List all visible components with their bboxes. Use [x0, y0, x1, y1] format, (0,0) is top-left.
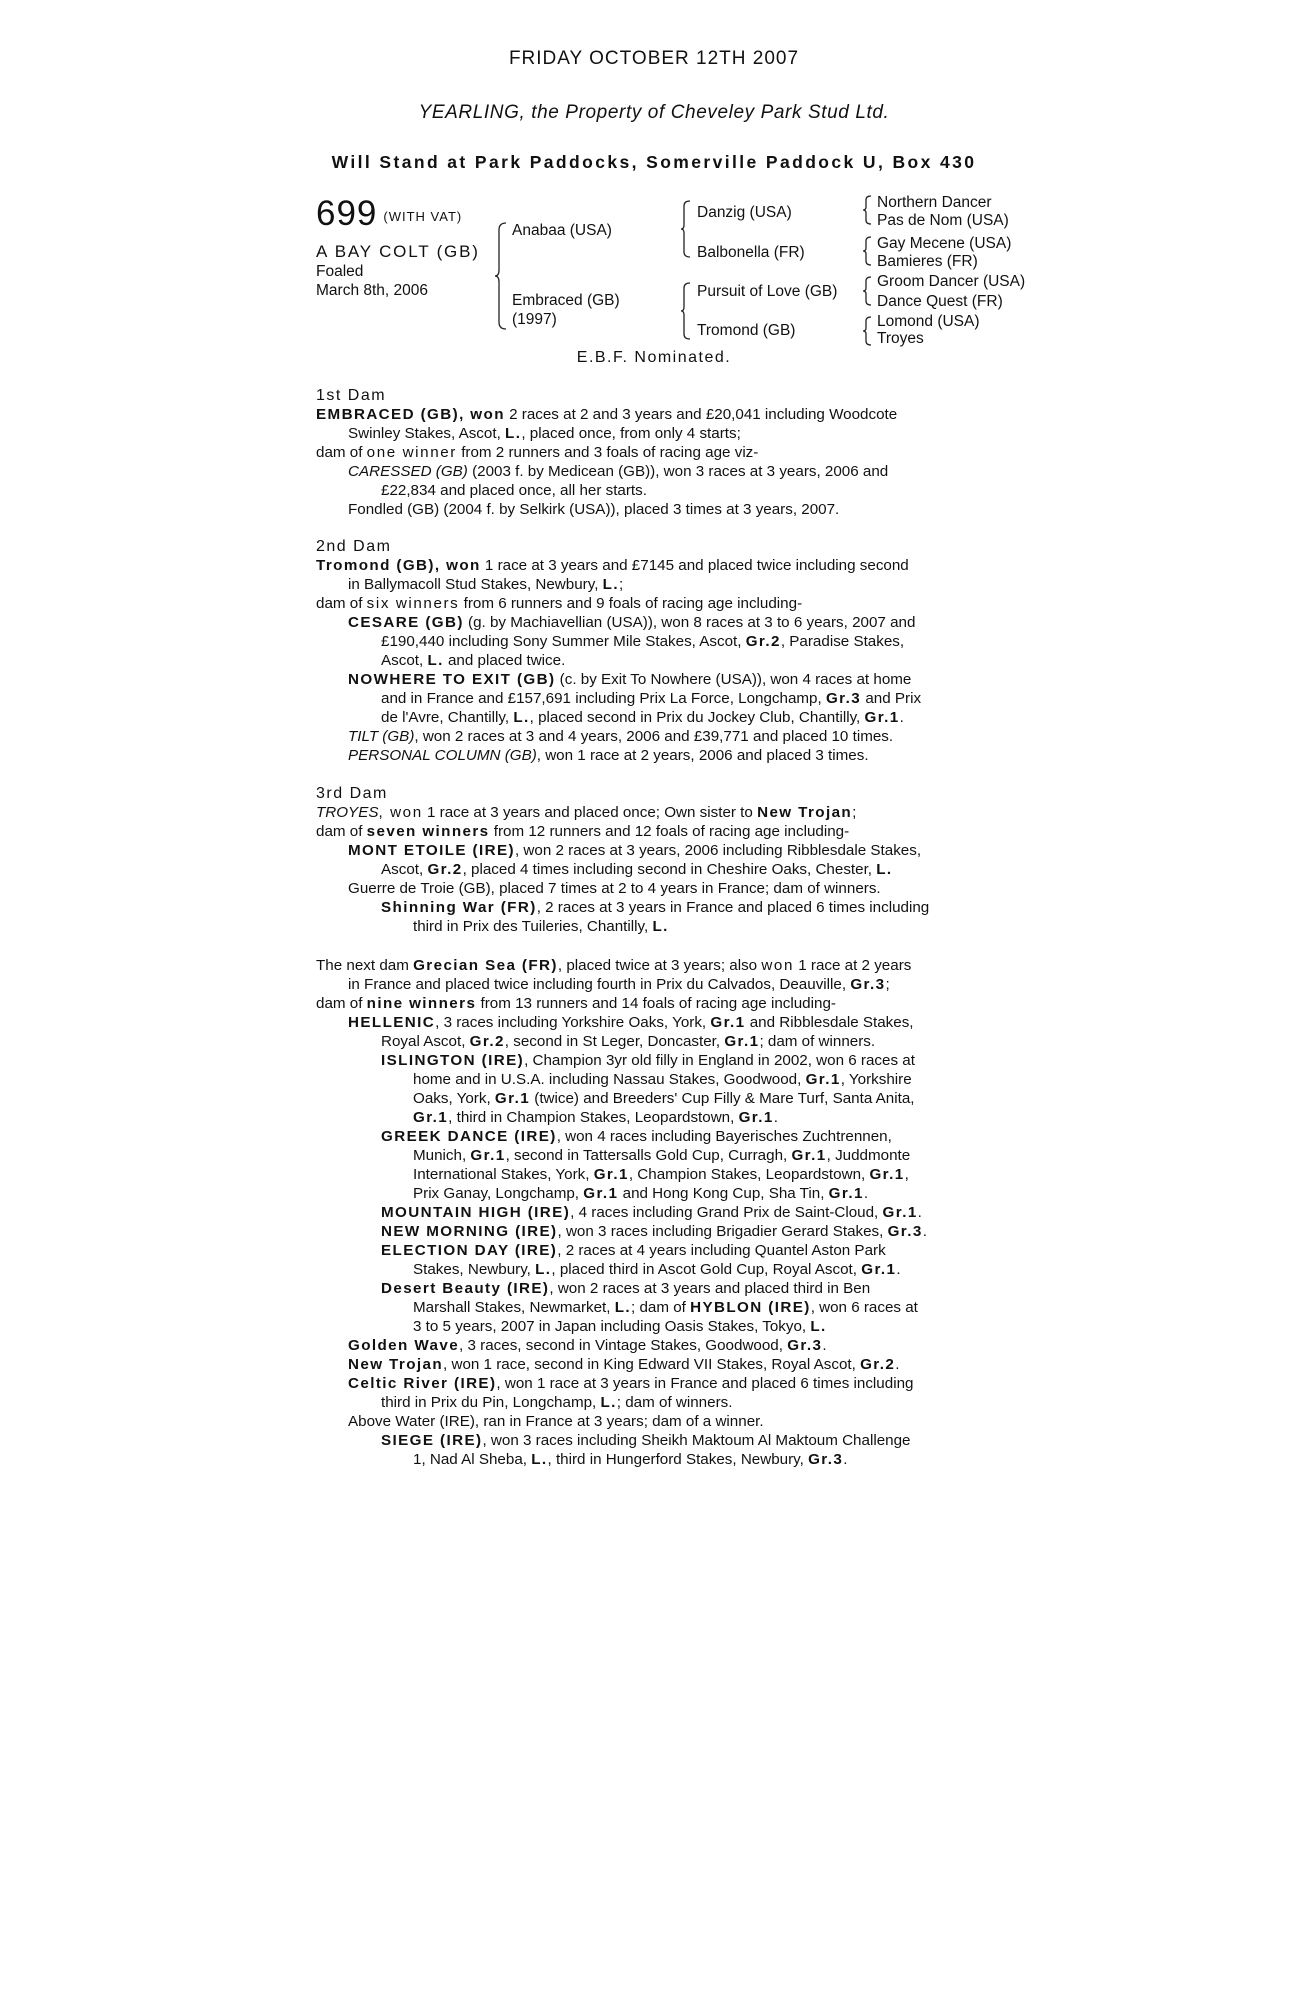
pedigree-g7: Lomond (USA) — [877, 313, 980, 330]
lot-number: 699 — [316, 194, 378, 233]
third-dam-line: third in Prix des Tuileries, Chantilly, L. — [413, 918, 669, 935]
third-dam-heading: 3rd Dam — [316, 785, 388, 802]
pedigree-dam: Embraced (GB) — [512, 292, 620, 309]
pedigree-bracket-g4 — [862, 316, 872, 346]
third-dam-line: Shinning War (FR), 2 races at 3 years in France and placed 6 times including — [381, 899, 930, 916]
next-dam-line: SIEGE (IRE), won 3 races including Sheikh Maktoum Al Maktoum Challenge — [381, 1432, 911, 1449]
stand-location: Will Stand at Park Paddocks, Somerville Paddock U, Box 430 — [331, 152, 977, 172]
next-dam-line: in France and placed twice including fourth in Prix du Calvados, Deauville, Gr.3; — [348, 976, 890, 993]
second-dam-line: NOWHERE TO EXIT (GB) (c. by Exit To Nowhere (USA)), won 4 races at home — [348, 671, 912, 688]
next-dam-line: 3 to 5 years, 2007 in Japan including Oasis Stakes, Tokyo, L. — [413, 1318, 827, 1335]
second-dam-line: dam of six winners from 6 runners and 9 foals of racing age including- — [316, 595, 803, 612]
next-dam-line: ELECTION DAY (IRE), 2 races at 4 years including Quantel Aston Park — [381, 1242, 886, 1259]
second-dam-line: Tromond (GB), won 1 race at 3 years and £7145 and placed twice including second — [316, 557, 909, 574]
next-dam-line: Munich, Gr.1, second in Tattersalls Gold Cup, Curragh, Gr.1, Juddmonte — [413, 1147, 911, 1164]
pedigree-g5: Groom Dancer (USA) — [877, 273, 1026, 290]
next-dam-line: Oaks, York, Gr.1 (twice) and Breeders' Cup Filly & Mare Turf, Santa Anita, — [413, 1090, 915, 1107]
first-dam-line: Swinley Stakes, Ascot, L., placed once, from only 4 starts; — [348, 425, 741, 442]
next-dam-line: Stakes, Newbury, L., placed third in Ascot Gold Cup, Royal Ascot, Gr.1. — [413, 1261, 901, 1278]
third-dam-line: dam of seven winners from 12 runners and 12 foals of racing age including- — [316, 823, 850, 840]
pedigree-g4: Bamieres (FR) — [877, 253, 978, 270]
second-dam-line: TILT (GB), won 2 races at 3 and 4 years, 2006 and £39,771 and placed 10 times. — [348, 728, 894, 745]
second-dam-line: £190,440 including Sony Summer Mile Stakes, Ascot, Gr.2, Paradise Stakes, — [381, 633, 905, 650]
pedigree-g2: Pas de Nom (USA) — [877, 212, 1009, 229]
second-dam-line: CESARE (GB) (g. by Machiavellian (USA)), won 8 races at 3 to 6 years, 2007 and — [348, 614, 916, 631]
next-dam-line: MOUNTAIN HIGH (IRE), 4 races including Grand Prix de Saint-Cloud, Gr.1. — [381, 1204, 922, 1221]
next-dam-line: Marshall Stakes, Newmarket, L.; dam of HYBLON (IRE), won 6 races at — [413, 1299, 918, 1316]
second-dam-line: Ascot, L. and placed twice. — [381, 652, 566, 669]
next-dam-line: The next dam Grecian Sea (FR), placed twice at 3 years; also won 1 race at 2 years — [316, 957, 912, 974]
pedigree-bracket-dam — [680, 282, 692, 340]
third-dam-line: TROYES, won 1 race at 3 years and placed once; Own sister to New Trojan; — [316, 804, 857, 821]
foaled-date: March 8th, 2006 — [316, 282, 429, 299]
pedigree-g3: Gay Mecene (USA) — [877, 235, 1012, 252]
pedigree-dam-sire: Pursuit of Love (GB) — [697, 283, 838, 300]
second-dam-line: and in France and £157,691 including Prix La Force, Longchamp, Gr.3 and Prix — [381, 690, 922, 707]
next-dam-line: dam of nine winners from 13 runners and 14 foals of racing age including- — [316, 995, 836, 1012]
first-dam-line: dam of one winner from 2 runners and 3 foals of racing age viz- — [316, 444, 759, 461]
third-dam-line: MONT ETOILE (IRE), won 2 races at 3 years, 2006 including Ribblesdale Stakes, — [348, 842, 922, 859]
pedigree-bracket-g2 — [862, 236, 872, 266]
next-dam-line: ISLINGTON (IRE), Champion 3yr old filly in England in 2002, won 6 races at — [381, 1052, 915, 1069]
pedigree-sire-dam: Balbonella (FR) — [697, 244, 805, 261]
second-dam-line: PERSONAL COLUMN (GB), won 1 race at 2 years, 2006 and placed 3 times. — [348, 747, 869, 764]
next-dam-line: home and in U.S.A. including Nassau Stakes, Goodwood, Gr.1, Yorkshire — [413, 1071, 912, 1088]
pedigree-bracket-g3 — [862, 276, 872, 306]
next-dam-line: Royal Ascot, Gr.2, second in St Leger, Doncaster, Gr.1; dam of winners. — [381, 1033, 876, 1050]
second-dam-line: in Ballymacoll Stud Stakes, Newbury, L.; — [348, 576, 624, 593]
pedigree-dam-year: (1997) — [512, 311, 557, 328]
ebf-note: E.B.F. Nominated. — [576, 349, 732, 366]
lot-number-block — [316, 194, 462, 234]
pedigree-g1: Northern Dancer — [877, 194, 992, 211]
first-dam-line: CARESSED (GB) (2003 f. by Medicean (GB)), won 3 races at 3 years, 2006 and — [348, 463, 889, 480]
next-dam-line: Desert Beauty (IRE), won 2 races at 3 years and placed third in Ben — [381, 1280, 871, 1297]
next-dam-line: International Stakes, York, Gr.1, Champion Stakes, Leopardstown, Gr.1, — [413, 1166, 909, 1183]
next-dam-line: Gr.1, third in Champion Stakes, Leopardstown, Gr.1. — [413, 1109, 778, 1126]
third-dam-line: Guerre de Troie (GB), placed 7 times at 2 to 4 years in France; dam of winners. — [348, 880, 881, 897]
next-dam-line: Prix Ganay, Longchamp, Gr.1 and Hong Kong Cup, Sha Tin, Gr.1. — [413, 1185, 869, 1202]
next-dam-line: 1, Nad Al Sheba, L., third in Hungerford Stakes, Newbury, Gr.3. — [413, 1451, 848, 1468]
next-dam-line: Celtic River (IRE), won 1 race at 3 years in France and placed 6 times including — [348, 1375, 914, 1392]
vat-note: (WITH VAT) — [383, 209, 463, 224]
pedigree-sire-sire: Danzig (USA) — [697, 204, 792, 221]
next-dam-line: HELLENIC, 3 races including Yorkshire Oaks, York, Gr.1 and Ribblesdale Stakes, — [348, 1014, 914, 1031]
next-dam-line: third in Prix du Pin, Longchamp, L.; dam of winners. — [381, 1394, 733, 1411]
pedigree-bracket-sire — [680, 200, 692, 258]
second-dam-heading: 2nd Dam — [316, 538, 392, 555]
pedigree-dam-dam: Tromond (GB) — [697, 322, 796, 339]
pedigree-g8: Troyes — [877, 330, 924, 347]
next-dam-line: Above Water (IRE), ran in France at 3 years; dam of a winner. — [348, 1413, 764, 1430]
next-dam-line: NEW MORNING (IRE), won 3 races including Brigadier Gerard Stakes, Gr.3. — [381, 1223, 927, 1240]
next-dam-line: Golden Wave, 3 races, second in Vintage Stakes, Goodwood, Gr.3. — [348, 1337, 827, 1354]
first-dam-line: Fondled (GB) (2004 f. by Selkirk (USA)), placed 3 times at 3 years, 2007. — [348, 501, 840, 518]
second-dam-line: de l'Avre, Chantilly, L., placed second in Prix du Jockey Club, Chantilly, Gr.1. — [381, 709, 904, 726]
next-dam-line: New Trojan, won 1 race, second in King Edward VII Stakes, Royal Ascot, Gr.2. — [348, 1356, 900, 1373]
pedigree-bracket-main — [494, 222, 508, 330]
first-dam-heading: 1st Dam — [316, 387, 387, 404]
sale-date: FRIDAY OCTOBER 12TH 2007 — [508, 48, 800, 69]
pedigree-g6: Dance Quest (FR) — [877, 293, 1003, 310]
pedigree-sire: Anabaa (USA) — [512, 222, 612, 239]
pedigree-bracket-g1 — [862, 195, 872, 225]
next-dam-line: GREEK DANCE (IRE), won 4 races including Bayerisches Zuchtrennen, — [381, 1128, 892, 1145]
foaled-label: Foaled — [316, 263, 364, 280]
first-dam-line: £22,834 and placed once, all her starts. — [381, 482, 647, 499]
lot-description: A BAY COLT (GB) — [316, 242, 480, 261]
lot-subtitle: YEARLING, the Property of Cheveley Park Stud Ltd. — [418, 102, 890, 123]
first-dam-line: EMBRACED (GB), won 2 races at 2 and 3 years and £20,041 including Woodcote — [316, 406, 898, 423]
third-dam-line: Ascot, Gr.2, placed 4 times including second in Cheshire Oaks, Chester, L. — [381, 861, 893, 878]
